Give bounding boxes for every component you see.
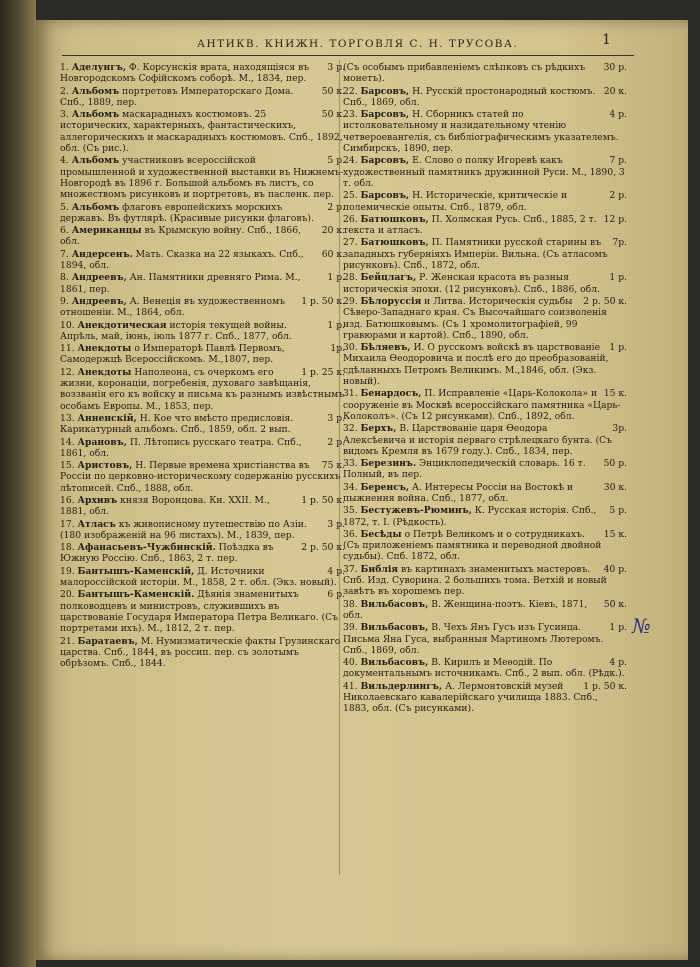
entry-number: 16. (60, 494, 75, 506)
page-header: АНТИКВ. КНИЖН. ТОРГОВЛЯ С. Н. ТРУСОВА. (197, 38, 519, 50)
entry-author: Альбомъ (71, 109, 120, 121)
entry-author: Вильдерлингъ, (360, 680, 443, 692)
entry-price: 3 р. (327, 518, 345, 530)
entry-price: 12 р. (603, 213, 627, 225)
catalog-entry (343, 657, 627, 680)
entry-price: 30 р. (603, 62, 627, 73)
catalog-entry (343, 505, 627, 528)
entry-number: 34. (343, 481, 358, 493)
catalog-entry (343, 296, 627, 341)
entry-author: Библія (360, 563, 399, 575)
catalog-entry (343, 272, 627, 295)
entry-text: портретовъ Императорскаго Дома. Спб., 1889, пер. (60, 85, 294, 108)
entry-text: П. Памятники русской старины въ западныхъ губерніяхъ Имперіи. Вильна. (Съ атласомъ рисунковъ). Спб., 1872, обл. (343, 237, 608, 272)
catalog-entry (60, 202, 345, 225)
catalog-entry (343, 237, 627, 271)
entry-author: Атласъ (77, 518, 116, 530)
entry-number: 27. (343, 237, 358, 249)
entry-text: Н. Первые времена христіанства въ Россіи по церковно-историческому содержанію русскихъ лѣтописей. Спб., 1888, обл. (60, 460, 341, 494)
entry-price: 1 р. (609, 622, 627, 634)
entry-author: Бенардосъ, (360, 388, 422, 400)
catalog-entry (343, 342, 627, 387)
catalog-entry (60, 495, 345, 518)
entry-text: князя Воронцова. Кн. XXII. М., 1881, обл. (60, 494, 270, 518)
catalog-entry (60, 109, 345, 154)
entry-price: 1 р. 50 к. (301, 494, 345, 506)
entry-author: Аристовъ, (77, 460, 133, 472)
catalog-entry (60, 519, 345, 542)
entry-author: Арановъ, (77, 436, 127, 448)
entry-text: Д. Источники малороссійской исторіи. М., 1858, 2 т. обл. (Экз. новый). (60, 565, 337, 589)
entry-price: 30 к. (603, 481, 627, 493)
entry-number: 25. (343, 190, 358, 202)
entry-text: маскарадныхъ костюмовъ. 25 исторических, характерныхъ, фантастическихъ, аллегорическихъ и маскарадныхъ костюмовъ. Спб., 1892, обл. (Съ рис.). (60, 109, 343, 155)
entry-text: Энциклопедическій словарь. 16 т. Полный, въ пер. (343, 458, 586, 481)
entry-price: 3 р. (327, 412, 345, 424)
entry-price: 15 к. (603, 388, 627, 400)
entry-text: о Императорѣ Павлѣ Первомъ, Самодержцѣ Всероссійскомъ. М.,1807, пер. (60, 343, 285, 366)
entry-text: Н. Русскій простонародный костюмъ. Спб., 1869, обл. (343, 85, 596, 108)
entry-text: Ф. Корсунскія врата, находящіяся въ Новгородскомъ Софійскомъ соборѣ. М., 1834, пер. (60, 62, 310, 85)
entry-text: Дѣянія знаменитыхъ полководцевъ и министровъ, служившихъ въ царствованіе Государя Императора Петра Великаго. (Съ портретами ихъ). М., 1812, 2 т. пер. (60, 589, 338, 635)
entry-number: 7. (60, 248, 69, 260)
catalog-entry (343, 622, 627, 656)
entry-price: 40 р. (603, 563, 627, 575)
entry-author: Барсовъ, (360, 190, 410, 202)
catalog-entry (343, 86, 627, 109)
entry-text: исторія текущей войны. Апрѣль, май, іюнь, іюль 1877 г. Спб., 1877, обл. (60, 319, 292, 342)
entry-price: 4 р. (327, 565, 345, 577)
entry-number: 2. (60, 85, 69, 97)
entry-author: Бантышъ-Каменскій. (77, 589, 195, 601)
entry-author: Барсовъ, (360, 85, 410, 97)
entry-number: 24. (343, 155, 358, 167)
entry-number: 22. (343, 85, 358, 97)
entry-price: 1 р. 25 к. (301, 366, 345, 378)
entry-text: (Съ особымъ прибавленіемъ слѣпковъ съ рѣдкихъ монетъ). (343, 62, 586, 85)
entry-author: Бѣляевъ, (360, 342, 411, 354)
entry-price: 3 р. (327, 62, 345, 73)
entry-price: 2 р. 50 к. (583, 295, 627, 307)
catalog-entry (343, 458, 627, 481)
entry-number: 9. (60, 295, 69, 307)
catalog-entry (60, 296, 345, 319)
entry-price: 1 р. 50 к. (301, 295, 345, 307)
catalog-entry (60, 343, 345, 366)
entry-text: В. Царствованіе царя Ѳеодора Алексѣевича и исторія перваго стрѣлецкаго бунта. (Съ видомъ Кремля въ 1679 году.). Спб., 1834, пер. (343, 423, 612, 457)
entry-price: 15 к. (603, 528, 627, 540)
catalog-entry (60, 460, 345, 494)
catalog-entry (343, 62, 627, 85)
entry-text: о Петрѣ Великомъ и о сотрудникахъ. (Съ приложеніемъ памятника и переводной двойной судьбы). Спб. 1872, обл. (343, 528, 602, 563)
entry-text: въ Крымскую войну. Спб., 1866, обл. (60, 225, 302, 248)
entry-author: Вильбасовъ, (360, 657, 429, 669)
entry-number: 33. (343, 458, 358, 470)
catalog-entry (60, 437, 345, 460)
entry-author: Батюшковъ, (360, 237, 429, 249)
entry-price: 2 р. (609, 190, 627, 202)
entry-author: Альбомъ (71, 201, 120, 213)
entry-author: Анекдоты (77, 366, 132, 378)
catalog-entry (60, 413, 345, 436)
entry-author: Анекдотическая (77, 319, 167, 331)
entry-author: Американцы (71, 225, 142, 237)
catalog-entry (343, 388, 627, 422)
catalog-entry (343, 155, 627, 189)
entry-price: 1р. (330, 343, 345, 355)
entry-text: Ан. Памятники древняго Рима. М., 1861, пер. (60, 272, 301, 295)
book-spine (0, 0, 36, 967)
entry-text: Мать. Сказка на 22 языкахъ. Спб., 1894, обл. (60, 248, 304, 272)
entry-text: Н. Сборникъ статей по истолковательному и назидательному чтенію четвероевангелія, съ библіографическимъ указателемъ. Симбирскъ, 1890, пер. (343, 109, 619, 155)
entry-price: 7р. (612, 237, 627, 249)
entry-text: Н. Кое что вмѣсто предисловія. Карикатурный альбомъ. Спб., 1859, обл. 2 вып. (60, 412, 294, 436)
entry-price: 60 к. (321, 248, 345, 260)
entry-text: Р. Женская красота въ разныя историческія эпохи. (12 рисунковъ). Спб., 1886, обл. (343, 272, 600, 295)
catalog-entry (343, 214, 627, 237)
entry-text: Наполеона, съ очеркомъ его жизни, коронаціи, погребенія, духоваго завѣщанія, воззванія его къ войску и письма къ разнымъ извѣстнымъ особамъ Европы. М., 1853, пер. (60, 366, 345, 412)
entry-text: П. Лѣтопись русскаго театра. Спб., 1861, обл. (60, 436, 302, 459)
entry-number: 26. (343, 213, 358, 225)
entry-author: Бестужевъ-Рюминъ, (360, 505, 472, 517)
entry-price: 2 р. 50 к. (301, 542, 345, 554)
entry-price: 4 р. (609, 109, 627, 121)
catalog-entry (60, 249, 345, 272)
entry-author: Афанасьевъ-Чужбинскій. (77, 542, 216, 554)
entry-number: 21. (60, 635, 75, 647)
entry-price: 5 р. (327, 155, 345, 167)
catalog-entry (60, 62, 345, 85)
entry-number: 14. (60, 436, 75, 448)
entry-author: Альбомъ (71, 85, 120, 97)
entry-author: Баратаевъ, (77, 635, 138, 647)
entry-text: М. Нумизматическіе факты Грузинскаго царства. Спб., 1844, въ россип. пер. съ золотымъ обрѣзомъ. Спб., 1844. (60, 635, 341, 670)
entry-price: 3р. (612, 423, 627, 435)
entry-author: Бесѣды (360, 528, 402, 540)
catalog-entry (60, 542, 345, 565)
catalog-entry (60, 589, 345, 634)
entry-author: Бѣлоруссія (360, 295, 422, 307)
margin-note: № (632, 614, 651, 638)
catalog-entry (343, 190, 627, 213)
left-column (60, 62, 345, 670)
entry-price: 6 р. (327, 589, 345, 601)
entry-text: В. Женщина-поэтъ. Кіевъ, 1871, обл. (343, 598, 588, 621)
entry-author: Архивъ (77, 494, 118, 506)
header-rule (62, 55, 634, 56)
entry-text: А. Венеція въ художественномъ отношеніи. М., 1864, обл. (60, 295, 286, 319)
entry-number: 12. (60, 366, 75, 378)
entry-number: 31. (343, 388, 358, 400)
catalog-entry (343, 109, 627, 154)
entry-price: 1 р. (609, 342, 627, 354)
entry-author: Андреевъ, (71, 272, 127, 284)
catalog-entry (60, 566, 345, 589)
catalog-entry (60, 320, 345, 343)
entry-text: Н. Историческіе, критическіе и полемическіе опыты. Спб., 1879, обл. (343, 190, 568, 213)
catalog-entry (60, 86, 345, 109)
entry-number: 4. (60, 155, 69, 167)
catalog-entry (343, 423, 627, 457)
entry-author: Барсовъ, (360, 109, 410, 121)
entry-price: 50 к. (321, 109, 345, 121)
entry-price: 4 р. (609, 657, 627, 669)
entry-text: Е. Слово о полку Игоревѣ какъ художественный памятникъ дружинной Руси. М., 1890, 3 т. обл. (343, 155, 625, 189)
entry-price: 1 р. 50 к. (583, 680, 627, 692)
entry-number: 13. (60, 412, 75, 424)
entry-text: К. Русская исторія. Спб., 1872, т. I. (Рѣдкость). (343, 505, 597, 528)
catalog-entry (60, 636, 345, 670)
entry-author: Бантышъ-Каменскій, (77, 565, 195, 577)
entry-number: 3. (60, 109, 69, 121)
entry-number: 38. (343, 598, 358, 610)
entry-author: Вильбасовъ, (360, 622, 429, 634)
entry-price: 20 к. (603, 85, 627, 97)
entry-text: А. Лермонтовскій музей Николаевскаго кавалерійскаго училища 1883. Спб., 1883, обл. (Съ рисунками). (343, 680, 598, 715)
entry-text: П. Исправленіе «Царь-Колокола» и сооруженіе въ Москвѣ всероссійскаго памятника «Царь-Колоколъ». (Съ 12 рисунками). Спб., 1892, обл. (343, 388, 621, 422)
entry-number: 5. (60, 201, 69, 213)
entry-number: 39. (343, 622, 358, 634)
entry-price: 2 р. (327, 201, 345, 213)
entry-price: 75 к. (321, 460, 345, 472)
entry-author: Альбомъ (71, 155, 120, 167)
entry-number: 23. (343, 109, 358, 121)
entry-price: 50 к. (321, 85, 345, 97)
entry-text: къ живописному путешествію по Азіи. (180 изображеній на 96 листахъ). М., 1839, пер. (60, 518, 307, 541)
entry-price: 50 к. (603, 598, 627, 610)
entry-text: А. Интересы Россіи на Востокѣ и пыжнення война. Спб., 1877, обл. (343, 481, 574, 504)
entry-author: Беренсъ, (360, 481, 410, 493)
catalog-entry (343, 681, 627, 715)
catalog-entry (60, 225, 345, 248)
entry-number: 20. (60, 589, 75, 601)
entry-text: и Литва. Историческія судьбы Сѣверо-Западнаго края. Съ Высочайшаго соизволенія изд. Батюшковымъ. (Съ 1 хромолитографіей, 99 гравюрами и картой). Спб., 1890, обл. (343, 295, 607, 341)
entry-number: 1. (60, 62, 69, 73)
entry-author: Аделунгъ, (71, 62, 127, 73)
entry-number: 15. (60, 460, 75, 472)
catalog-entry (343, 564, 627, 598)
entry-author: Барсовъ, (360, 155, 410, 167)
entry-price: 1 р. (609, 272, 627, 284)
entry-author: Березинъ. (360, 458, 417, 470)
entry-text: въ картинахъ знаменитыхъ мастеровъ. Спб. Изд. Суворина. 2 большихъ тома. Ветхій и новый завѣтъ въ хорошемъ пер. (343, 563, 607, 598)
entry-number: 28. (343, 272, 358, 284)
entry-text: П. Холмская Русь. Спб., 1885, 2 т. текста и атласъ. (343, 213, 597, 237)
entry-author: Вильбасовъ, (360, 598, 429, 610)
entry-author: Анненскій, (77, 412, 137, 424)
catalog-entry (343, 529, 627, 563)
entry-author: Бейцлагъ, (360, 272, 417, 284)
entry-price: 7 р. (609, 155, 627, 167)
catalog-entry (343, 482, 627, 505)
catalog-entry (343, 599, 627, 622)
entry-number: 19. (60, 565, 75, 577)
entry-author: Анекдоты (77, 343, 132, 355)
entry-text: В. Кирилъ и Меѳодій. По документальнымъ источникамъ. Спб., 2 вып. обл. (Рѣдк.). (343, 657, 625, 680)
right-column (343, 62, 627, 716)
entry-price: 20 к. (321, 225, 345, 237)
page-number: 1 (602, 32, 611, 48)
entry-number: 6. (60, 225, 69, 237)
entry-price: 5 р. (609, 505, 627, 517)
entry-number: 10. (60, 319, 75, 331)
entry-author: Андерсенъ. (71, 248, 133, 260)
entry-price: 1 р. (327, 272, 345, 284)
catalog-entry (60, 272, 345, 295)
entry-author: Батюшковъ, (360, 213, 429, 225)
entry-text: Поѣздка въ Южную Россію. Спб., 1863, 2 т. пер. (60, 542, 274, 565)
entry-number: 18. (60, 542, 75, 554)
entry-number: 11. (60, 343, 75, 355)
entry-price: 50 р. (603, 458, 627, 470)
entry-number: 41. (343, 680, 358, 692)
entry-author: Берхъ, (360, 423, 397, 435)
entry-price: 2 р. (327, 436, 345, 448)
catalog-entry (60, 367, 345, 412)
entry-number: 30. (343, 342, 358, 354)
entry-author: Андреевъ, (71, 295, 127, 307)
entry-number: 40. (343, 657, 358, 669)
entry-number: 17. (60, 518, 75, 530)
catalog-entry (60, 155, 345, 200)
entry-text: В. Чехъ Янъ Гусъ изъ Гусинца. Письма Яна Гуса, выбранныя Мартиномъ Лютеромъ. Спб., 1869, обл. (343, 622, 604, 656)
entry-price: 1 р. (327, 319, 345, 331)
entry-number: 36. (343, 528, 358, 540)
entry-text: флаговъ европейскихъ морскихъ державъ. Въ футлярѣ. (Красивые рисунки флаговъ). (60, 201, 314, 224)
entry-number: 37. (343, 563, 358, 575)
entry-number: 29. (343, 295, 358, 307)
entry-text: участниковъ всероссійской промышленной и художественной выставки въ Нижнемъ-Новгородѣ въ 1896 г. Большой альбомъ въ листъ, со множествомъ рисунковъ и портретовъ, въ пасленк. пер. (60, 155, 344, 201)
entry-text: И. О русскомъ войскѣ въ царствованіе Михаила Ѳеодоровича и послѣ его до преобразованій, сдѣланныхъ Петромъ Великимъ. М.,1846, обл. (Экз. новый). (343, 342, 609, 388)
entry-number: 8. (60, 272, 69, 284)
entry-number: 32. (343, 423, 358, 435)
entry-number: 35. (343, 505, 358, 517)
